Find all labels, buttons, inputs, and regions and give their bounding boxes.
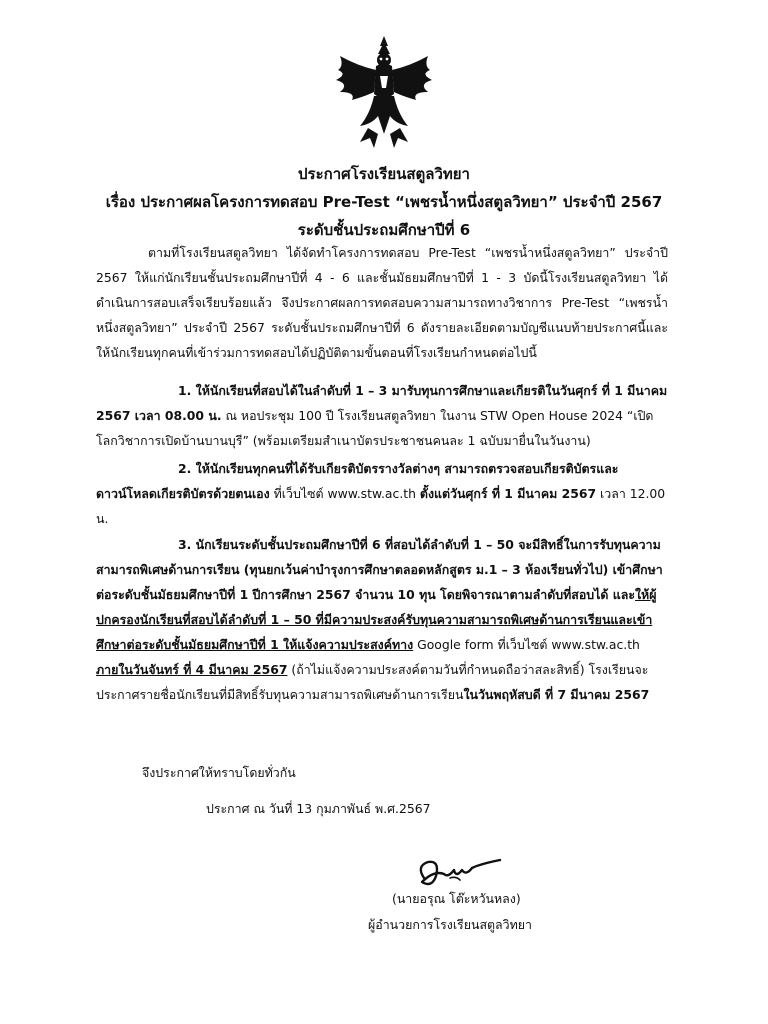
document-title: ประกาศโรงเรียนสตูลวิทยา [298, 165, 470, 183]
item-2-website: ที่เว็บไซต์ www.stw.ac.th [269, 486, 420, 501]
item-3-announce-date: ในวันพฤหัสบดี ที่ 7 มีนาคม 2567 [463, 687, 650, 702]
closing-line: จึงประกาศให้ทราบโดยทั่วกัน [142, 765, 296, 780]
item-1-bold: 1. ให้นักเรียนที่สอบได้ในลำดับที่ 1 – 3 มารับทุนการศึกษาและเกียรติในวันศุกร์ ที่ 1 มีนาคม 2567 เวลา 08.00 น. [96, 383, 668, 423]
item-3-paragraph [96, 532, 668, 707]
garuda-emblem-icon [330, 36, 438, 152]
signer-name: (นายอรุณ โต๊ะหวันหลง) [392, 891, 521, 906]
item-1-paragraph [96, 378, 668, 453]
signer-title: ผู้อำนวยการโรงเรียนสตูลวิทยา [368, 917, 532, 932]
item-1-rest: ณ หอประชุม 100 ปี โรงเรียนสตูลวิทยา ในงาน STW Open House 2024 “เปิดโลกวิชาการเปิดบ้านบานบุรี” (พร้อมเตรียมสำเนาบัตรประชาชนคนละ 1 ฉบับมายื่นในวันงาน) [96, 408, 654, 448]
item-2-paragraph [96, 456, 668, 531]
document-level: ระดับชั้นประถมศึกษาปีที่ 6 [297, 221, 471, 239]
item-2-time: เวลา 12.00 น. [96, 486, 666, 526]
item-3-google-form: Google form ที่เว็บไซต์ www.stw.ac.th [413, 637, 640, 652]
item-3-underlined: ให้ผู้ปกครองนักเรียนที่สอบได้ลำดับที่ 1 – 50 ที่มีความประสงค์รับทุนความสามารถพิเศษด้านการเรียนและเข้าศึกษาต่อระดับชั้นมัธยมศึกษาปีที่ 1 ให้แจ้งความประสงค์ทาง [96, 587, 657, 652]
announcement-date: ประกาศ ณ วันที่ 13 กุมภาพันธ์ พ.ศ.2567 [206, 801, 431, 816]
document-subject: เรื่อง ประกาศผลโครงการทดสอบ Pre-Test “เพชรน้ำหนึ่งสตูลวิทยา” ประจำปี 2567 [105, 193, 663, 211]
item-3-bold: 3. นักเรียนระดับชั้นประถมศึกษาปีที่ 6 ที่สอบได้ลำดับที่ 1 – 50 จะมีสิทธิ์ในการรับทุนความสามารถพิเศษด้านการเรียน (ทุนยกเว้นค่าบำรุงการศึกษาตลอดหลักสูตร ม.1 – 3 ห้องเรียนทั่วไป) เข้าศึกษาต่อระดับชั้นมัธยมศึกษาปีที่ 1 ปีการศึกษา 2567 จำนวน 10 ทุน โดยพิจารณาตามลำดับที่สอบได้ และ [96, 537, 663, 602]
item-2-date: ตั้งแต่วันศุกร์ ที่ 1 มีนาคม 2567 [419, 486, 597, 501]
item-3-deadline: ภายในวันจันทร์ ที่ 4 มีนาคม 2567 [96, 662, 288, 677]
intro-paragraph: ตามที่โรงเรียนสตูลวิทยา ได้จัดทำโครงการทดสอบ Pre-Test “เพชรน้ำหนึ่งสตูลวิทยา” ประจำปี 2567 ให้แก่นักเรียนชั้นประถมศึกษาปีที่ 4 - 6 และชั้นมัธยมศึกษาปีที่ 1 - 3 บัดนี้โรงเรียนสตูลวิทยา ได้ดำเนินการสอบเสร็จเรียบร้อยแล้ว จึงประกาศผลการทดสอบความสามารถทางวิชาการ Pre-Test “เพชรน้ำหนึ่งสตูลวิทยา” ประจำปี 2567 ระดับชั้นประถมศึกษาปีที่ 6 ดังรายละเอียดตามบัญชีแนบท้ายประกาศนี้และให้นักเรียนทุกคนที่เข้าร่วมการทดสอบได้ปฏิบัติตามขั้นตอนที่โรงเรียนกำหนดต่อไปนี้ [96, 245, 668, 360]
item-2-bold: 2. ให้นักเรียนทุกคนที่ได้รับเกียรติบัตรรางวัลต่างๆ สามารถตรวจสอบเกียรติบัตรและดาวน์โหลดเกียรติบัตรด้วยตนเอง [96, 461, 619, 501]
item-3-rest: (ถ้าไม่แจ้งความประสงค์ตามวันที่กำหนดถือว่าสละสิทธิ์) โรงเรียนจะประกาศรายชื่อนักเรียนที่มีสิทธิ์รับทุนความสามารถพิเศษด้านการเรียน [96, 662, 649, 702]
signature-icon [410, 848, 510, 896]
